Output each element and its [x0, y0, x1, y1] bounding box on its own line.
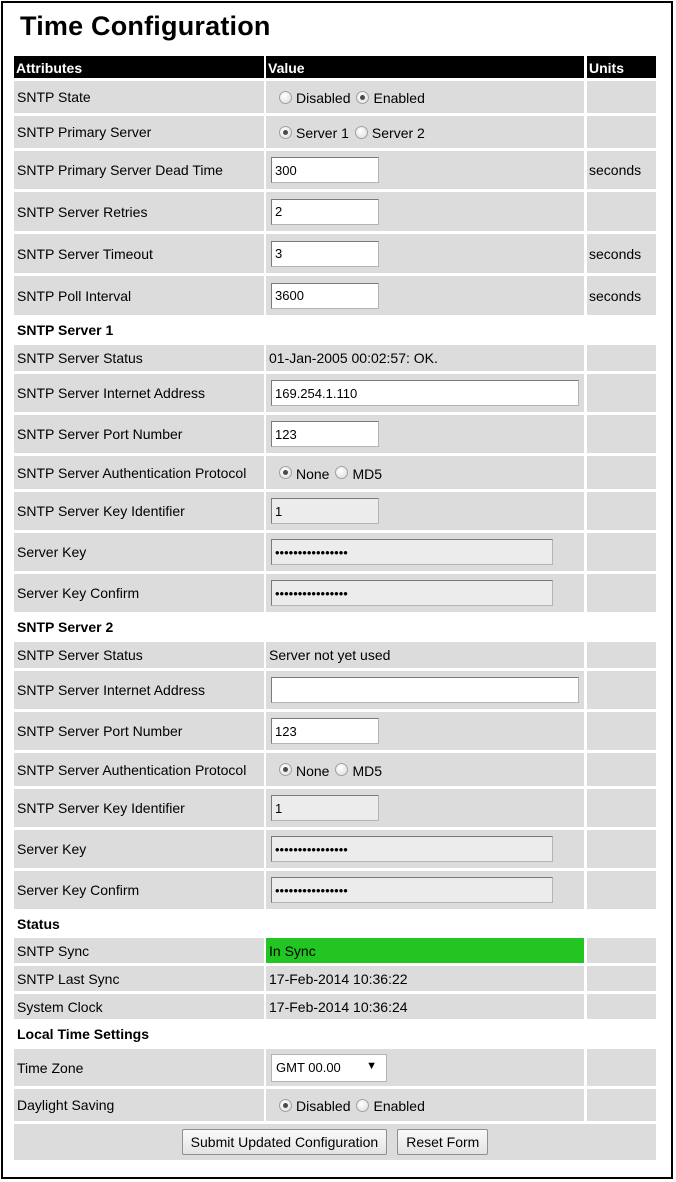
s2-keyid-units [587, 789, 656, 827]
button-cell [14, 1124, 656, 1160]
s1-keyid-label: SNTP Server Key Identifier [14, 492, 264, 530]
s1-status-label: SNTP Server Status [14, 345, 264, 371]
time-zone-select-wrap [269, 1054, 387, 1082]
row-s1-address [14, 374, 656, 412]
s1-key-input[interactable] [271, 539, 553, 565]
s2-auth-value [266, 753, 584, 786]
primary-server-2-label: Server 2 [371, 125, 425, 141]
s1-key-confirm-input[interactable] [271, 580, 553, 606]
time-zone-value [266, 1049, 584, 1086]
poll-interval-value [266, 276, 584, 315]
s2-port-units [587, 712, 656, 750]
row-s1-key-confirm [14, 574, 656, 612]
row-poll-interval [14, 276, 656, 315]
primary-server-2-radio[interactable] [355, 126, 368, 139]
s1-key-value [266, 533, 584, 571]
s1-auth-units [587, 456, 656, 489]
sntp-sync-label: SNTP Sync [14, 938, 264, 963]
primary-server-label: SNTP Primary Server [14, 116, 264, 148]
s2-key-confirm-label: Server Key Confirm [14, 871, 264, 909]
s1-auth-none-label: None [296, 465, 330, 482]
retries-units [587, 192, 656, 231]
time-zone-units [587, 1049, 656, 1086]
dst-enabled-radio[interactable] [356, 1099, 369, 1112]
s1-key-confirm-units [587, 574, 656, 612]
poll-interval-units: seconds [587, 276, 656, 315]
s2-status-label: SNTP Server Status [14, 642, 264, 668]
time-zone-select[interactable] [271, 1054, 387, 1082]
row-s1-port [14, 415, 656, 453]
s1-address-input[interactable] [271, 380, 579, 406]
primary-server-1-label: Server 1 [296, 125, 349, 141]
s2-port-value [266, 712, 584, 750]
sntp-state-units [587, 81, 656, 113]
s1-status-value: 01-Jan-2005 00:02:57: OK. [266, 345, 584, 371]
s2-auth-radio-group [277, 761, 386, 779]
daylight-saving-label: Daylight Saving [14, 1089, 264, 1121]
s1-auth-md5-radio[interactable] [335, 466, 348, 479]
dst-disabled-label: Disabled [296, 1098, 351, 1114]
s2-address-input[interactable] [271, 677, 579, 703]
sntp-sync-value: In Sync [266, 938, 584, 963]
timeout-value [266, 234, 584, 273]
s2-key-units [587, 830, 656, 868]
section-server-1 [14, 318, 656, 342]
last-sync-label: SNTP Last Sync [14, 966, 264, 991]
daylight-saving-value [266, 1089, 584, 1121]
server-1-heading: SNTP Server 1 [17, 322, 114, 338]
s2-keyid-value [266, 789, 584, 827]
last-sync-value: 17-Feb-2014 10:36:22 [266, 966, 584, 991]
primary-server-value [266, 116, 584, 148]
local-time-heading: Local Time Settings [17, 1026, 149, 1042]
s2-auth-units [587, 753, 656, 786]
system-clock-units [587, 994, 656, 1019]
s2-status-value: Server not yet used [266, 642, 584, 668]
row-s2-address [14, 671, 656, 709]
s1-key-label: Server Key [14, 533, 264, 571]
row-s1-status [14, 345, 656, 371]
section-status [14, 912, 656, 936]
dead-time-input[interactable] [271, 157, 379, 183]
primary-server-1-radio[interactable] [279, 126, 292, 139]
s1-key-confirm-value [266, 574, 584, 612]
sntp-state-enabled-label: Enabled [373, 90, 425, 106]
s2-key-confirm-value [266, 871, 584, 909]
server-2-heading: SNTP Server 2 [17, 619, 114, 635]
s1-port-value [266, 415, 584, 453]
sntp-state-label: SNTP State [14, 81, 264, 113]
sntp-state-value [266, 81, 584, 113]
s2-key-label: Server Key [14, 830, 264, 868]
dead-time-units: seconds [587, 151, 656, 189]
row-s2-key [14, 830, 656, 868]
s2-address-label: SNTP Server Internet Address [14, 671, 264, 709]
status-heading: Status [17, 916, 60, 932]
row-s2-status [14, 642, 656, 668]
row-s1-key [14, 533, 656, 571]
timeout-units: seconds [587, 234, 656, 273]
retries-value [266, 192, 584, 231]
s2-key-input[interactable] [271, 836, 553, 862]
last-sync-units [587, 966, 656, 991]
section-local-time [14, 1022, 656, 1046]
page-title: Time Configuration [20, 11, 271, 41]
row-s2-keyid [14, 789, 656, 827]
row-dead-time [14, 151, 656, 189]
s1-auth-md5-label: MD5 [352, 465, 383, 482]
row-s1-auth [14, 456, 656, 489]
s2-port-label: SNTP Server Port Number [14, 712, 264, 750]
s2-keyid-input[interactable] [271, 795, 379, 821]
retries-input[interactable] [271, 199, 379, 225]
system-clock-label: System Clock [14, 994, 264, 1019]
row-primary-server [14, 116, 656, 148]
poll-interval-label: SNTP Poll Interval [14, 276, 264, 315]
submit-button[interactable]: Submit Updated Configuration [182, 1129, 388, 1155]
s1-auth-label: SNTP Server Authentication Protocol [14, 456, 264, 489]
sntp-state-enabled-radio[interactable] [356, 91, 369, 104]
row-s2-port [14, 712, 656, 750]
reset-button[interactable]: Reset Form [397, 1129, 488, 1155]
s1-auth-radio-group [277, 464, 386, 482]
poll-interval-input[interactable] [271, 283, 379, 309]
row-system-clock [14, 994, 656, 1019]
sntp-state-disabled-radio[interactable] [279, 91, 292, 104]
s1-address-units [587, 374, 656, 412]
header-value: Value [266, 56, 584, 78]
dead-time-label: SNTP Primary Server Dead Time [14, 151, 264, 189]
s1-port-input[interactable] [271, 421, 379, 447]
dst-enabled-label: Enabled [373, 1098, 425, 1114]
sntp-state-radio-group [277, 88, 429, 106]
row-s2-auth [14, 753, 656, 786]
s1-keyid-units [587, 492, 656, 530]
row-sntp-state [14, 81, 656, 113]
timeout-label: SNTP Server Timeout [14, 234, 264, 273]
row-timeout [14, 234, 656, 273]
row-s2-key-confirm [14, 871, 656, 909]
s2-keyid-label: SNTP Server Key Identifier [14, 789, 264, 827]
primary-server-radio-group [277, 123, 429, 141]
s1-port-units [587, 415, 656, 453]
header-units: Units [587, 56, 656, 78]
s2-auth-md5-label: MD5 [352, 762, 383, 779]
system-clock-value: 17-Feb-2014 10:36:24 [266, 994, 584, 1019]
s2-key-value [266, 830, 584, 868]
sntp-state-disabled-label: Disabled [296, 90, 351, 106]
s1-keyid-input[interactable] [271, 498, 379, 524]
s2-auth-none-label: None [296, 762, 330, 779]
s1-keyid-value [266, 492, 584, 530]
chevron-down-icon: ▼ [366, 1059, 377, 1072]
row-retries [14, 192, 656, 231]
s2-key-confirm-input[interactable] [271, 877, 553, 903]
s1-auth-value [266, 456, 584, 489]
retries-label: SNTP Server Retries [14, 192, 264, 231]
primary-server-units [587, 116, 656, 148]
s2-auth-md5-radio[interactable] [335, 763, 348, 776]
button-row [14, 1124, 656, 1160]
row-daylight-saving [14, 1089, 656, 1121]
row-sntp-sync [14, 938, 656, 963]
daylight-saving-units [587, 1089, 656, 1121]
s2-address-units [587, 671, 656, 709]
sntp-sync-units [587, 938, 656, 963]
dst-disabled-radio[interactable] [279, 1099, 292, 1112]
s1-auth-none-radio[interactable] [279, 466, 292, 479]
section-server-2 [14, 615, 656, 639]
s1-address-label: SNTP Server Internet Address [14, 374, 264, 412]
daylight-saving-radio-group [277, 1096, 429, 1114]
s2-status-units [587, 642, 656, 668]
s2-auth-none-radio[interactable] [279, 763, 292, 776]
row-last-sync [14, 966, 656, 991]
s1-key-confirm-label: Server Key Confirm [14, 574, 264, 612]
s1-port-label: SNTP Server Port Number [14, 415, 264, 453]
row-time-zone [14, 1049, 656, 1086]
timeout-input[interactable] [271, 241, 379, 267]
row-s1-keyid [14, 492, 656, 530]
s2-key-confirm-units [587, 871, 656, 909]
s1-address-value [266, 374, 584, 412]
s2-address-value [266, 671, 584, 709]
s1-status-units [587, 345, 656, 371]
table-header [14, 56, 656, 78]
s2-port-input[interactable] [271, 718, 379, 744]
s1-key-units [587, 533, 656, 571]
time-zone-label: Time Zone [14, 1049, 264, 1086]
header-attributes: Attributes [14, 56, 264, 78]
s2-auth-label: SNTP Server Authentication Protocol [14, 753, 264, 786]
dead-time-value [266, 151, 584, 189]
